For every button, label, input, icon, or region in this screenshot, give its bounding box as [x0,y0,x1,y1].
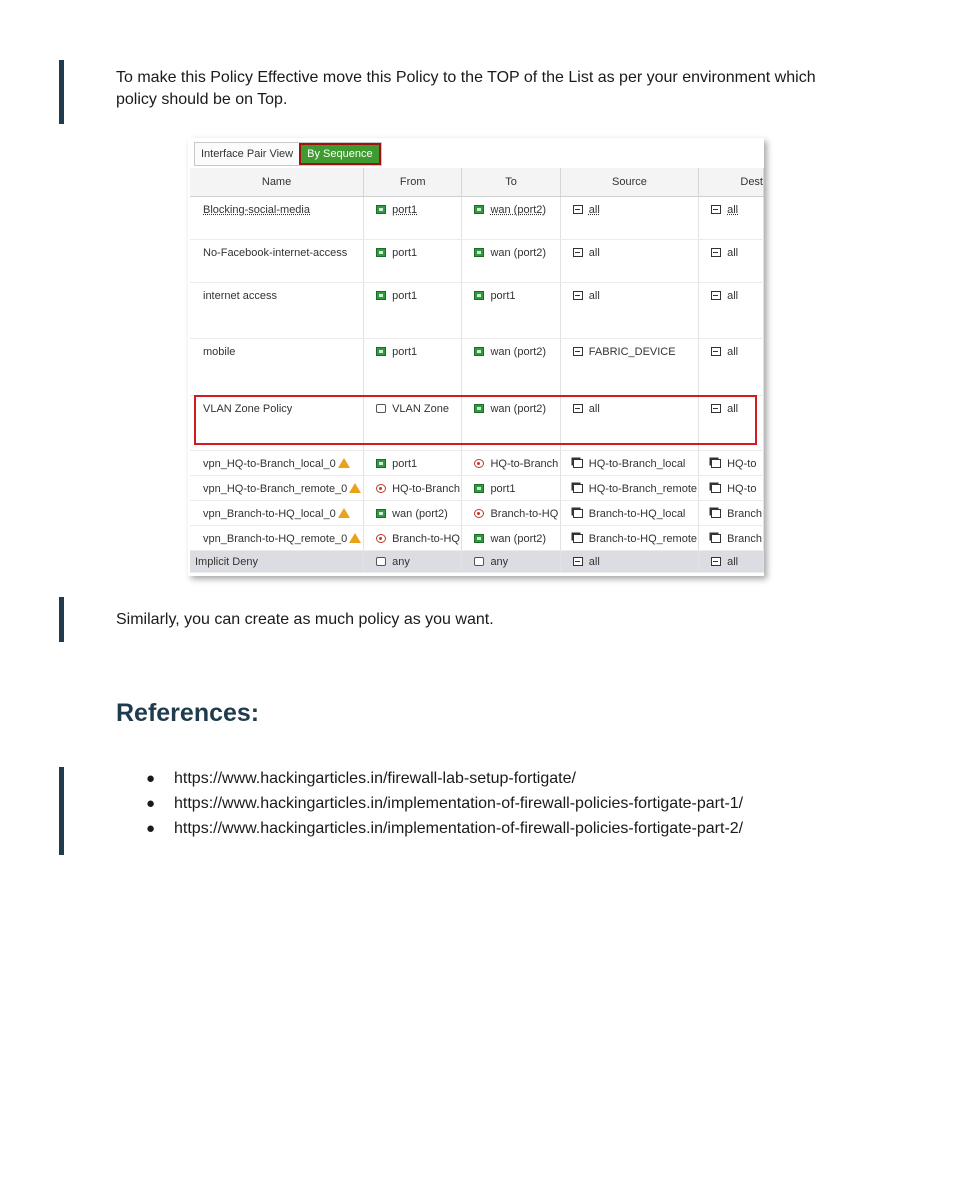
policy-name-text: vpn_HQ-to-Branch_remote_0 [203,483,348,495]
dest-cell [699,396,764,451]
dest-cell-text: Branch [727,533,762,545]
port-icon [474,484,484,493]
address-icon [573,248,583,257]
from-cell [364,501,462,526]
policy-list-screenshot [188,138,764,576]
policy-row[interactable] [190,283,764,339]
address-group-icon [573,484,583,493]
dest-cell-text: all [727,403,739,415]
warning-icon [349,483,361,493]
tunnel-icon [474,509,484,518]
dest-cell [699,476,764,501]
tunnel-icon [376,534,386,543]
address-icon [711,291,721,300]
to-cell-text: wan (port2) [490,247,547,259]
policy-row[interactable] [190,476,764,501]
from-cell-text: port1 [392,346,418,358]
to-cell-text: port1 [490,483,516,495]
to-cell-text: wan (port2) [490,204,547,216]
dest-cell-text: all [727,204,739,216]
tunnel-icon [474,459,484,468]
dest-cell-text: Branch [727,508,762,520]
from-cell-text: port1 [392,204,418,216]
dest-cell [699,551,764,573]
policy-name-text: mobile [203,346,236,358]
column-header-from[interactable]: From [364,168,462,197]
tunnel-icon [376,484,386,493]
dest-cell-text: all [727,556,739,568]
source-cell [560,501,698,526]
dest-cell-text: HQ-to [727,458,757,470]
port-icon [474,404,484,413]
policy-name [190,197,364,240]
dest-cell-text: all [727,290,739,302]
from-cell-text: port1 [392,290,418,302]
dest-cell [699,451,764,476]
dest-cell [699,339,764,396]
to-cell-text: wan (port2) [490,403,547,415]
source-cell [560,526,698,551]
policy-name [190,240,364,283]
column-header-name[interactable]: Name [190,168,364,197]
from-cell [364,197,462,240]
zone-icon [376,404,386,413]
policy-table-header [190,168,764,197]
policy-row[interactable] [190,526,764,551]
policy-name [190,501,364,526]
policy-row[interactable] [190,197,764,240]
to-cell [462,240,560,283]
to-cell [462,339,560,396]
dest-cell [699,526,764,551]
to-cell-text: port1 [490,290,516,302]
dest-cell [699,283,764,339]
quote-bar [59,597,64,642]
policy-name [190,283,364,339]
source-cell-text: all [588,290,600,302]
from-cell-text: port1 [392,247,418,259]
from-cell [364,526,462,551]
source-cell-text: Branch-to-HQ_remote [588,533,697,545]
dest-cell-text: all [727,346,739,358]
references-heading: References: [116,699,260,727]
policy-name-text: No-Facebook-internet-access [203,247,348,259]
from-cell-text: port1 [392,458,418,470]
source-cell-text: all [588,403,600,415]
policy-name-text: vpn_Branch-to-HQ_remote_0 [203,533,348,545]
port-icon [376,205,386,214]
warning-icon [338,508,350,518]
address-icon [711,248,721,257]
column-header-dest[interactable]: Dest [699,168,764,197]
from-cell-text: HQ-to-Branch [392,483,460,495]
source-cell-text: all [588,247,600,259]
to-cell-text: wan (port2) [490,346,547,358]
policy-name [190,339,364,396]
from-cell [364,396,462,451]
address-icon [573,291,583,300]
policy-name-text: vpn_Branch-to-HQ_local_0 [203,508,336,520]
port-icon [376,509,386,518]
reference-item [146,793,743,818]
policy-name-text: Implicit Deny [195,556,258,568]
from-cell [364,240,462,283]
policy-name [190,396,364,451]
interface-pair-view-button[interactable]: Interface Pair View [195,143,299,165]
address-icon [711,557,721,566]
reference-item [146,768,743,793]
reference-link[interactable]: https://www.hackingarticles.in/implementation-of-firewall-policies-fortigate-part-2/ [174,820,744,837]
references-list [146,768,743,843]
from-cell-text: VLAN Zone [392,403,449,415]
policy-name [190,451,364,476]
policy-name-text: internet access [203,290,277,302]
quote-bar [59,767,64,855]
from-cell [364,451,462,476]
dest-cell-text: all [727,247,739,259]
to-cell [462,501,560,526]
address-group-icon [573,534,583,543]
port-icon [474,347,484,356]
source-cell-text: HQ-to-Branch_local [588,458,686,470]
address-group-icon [573,509,583,518]
address-icon [711,205,721,214]
implicit-deny-row[interactable] [190,551,764,573]
from-cell-text: any [392,556,410,568]
bullet-icon: ● [146,820,156,837]
to-cell [462,451,560,476]
source-cell-text: all [588,556,600,568]
address-icon [711,404,721,413]
dest-cell [699,240,764,283]
reference-link[interactable]: https://www.hackingarticles.in/firewall-lab-setup-fortigate/ [174,770,576,787]
address-icon [711,347,721,356]
policy-name-text: Blocking-social-media [203,204,310,216]
column-header-to[interactable]: To [462,168,560,197]
source-cell [560,197,698,240]
reference-item [146,818,743,843]
policy-name [190,551,364,573]
to-cell-text: any [490,556,509,568]
to-cell [462,476,560,501]
to-cell [462,197,560,240]
bullet-icon: ● [146,795,156,812]
zone-icon [474,557,484,566]
zone-icon [376,557,386,566]
policy-name [190,526,364,551]
dest-cell [699,197,764,240]
warning-icon [349,533,361,543]
policy-name-text: VLAN Zone Policy [203,403,293,415]
source-cell [560,240,698,283]
address-group-icon [711,484,721,493]
from-cell-text: Branch-to-HQ [392,533,460,545]
source-cell-text: Branch-to-HQ_local [588,508,686,520]
port-icon [376,291,386,300]
port-icon [376,248,386,257]
to-cell [462,526,560,551]
from-cell-text: wan (port2) [392,508,448,520]
to-cell-text: HQ-to-Branch [490,458,559,470]
policy-row[interactable] [190,240,764,283]
to-cell [462,396,560,451]
source-cell [560,451,698,476]
policy-name-text: vpn_HQ-to-Branch_local_0 [203,458,336,470]
policy-row[interactable] [190,451,764,476]
address-icon [573,347,583,356]
warning-icon [338,458,350,468]
address-icon [573,404,583,413]
dest-cell [699,501,764,526]
quote-bar [59,60,64,124]
similarly-paragraph: Similarly, you can create as much policy as you want. [116,611,494,628]
to-cell [462,283,560,339]
intro-paragraph: To make this Policy Effective move this Policy to the TOP of the List as per your environment which policy should be on Top. [116,69,816,108]
policy-row[interactable] [190,339,764,396]
policy-row[interactable] [190,396,764,451]
source-cell-text: all [588,204,600,216]
port-icon [474,205,484,214]
port-icon [376,459,386,468]
reference-link[interactable]: https://www.hackingarticles.in/implementation-of-firewall-policies-fortigate-part-1/ [174,795,744,812]
by-sequence-button[interactable]: By Sequence [299,143,380,165]
source-cell-text: HQ-to-Branch_remote [588,483,697,495]
from-cell [364,283,462,339]
address-group-icon [711,534,721,543]
source-cell [560,551,698,573]
policy-name [190,476,364,501]
bullet-icon: ● [146,770,156,787]
to-cell [462,551,560,573]
policy-table-body [190,197,764,573]
dest-cell-text: HQ-to [727,483,757,495]
to-cell-text: Branch-to-HQ [490,508,559,520]
source-cell [560,283,698,339]
port-icon [474,291,484,300]
source-cell [560,396,698,451]
policy-table [190,168,764,573]
policy-row[interactable] [190,501,764,526]
column-header-source[interactable]: Source [560,168,698,197]
source-cell [560,476,698,501]
address-group-icon [573,459,583,468]
address-icon [573,205,583,214]
address-group-icon [711,509,721,518]
source-cell-text: FABRIC_DEVICE [588,346,676,358]
address-group-icon [711,459,721,468]
source-cell [560,339,698,396]
address-icon [573,557,583,566]
from-cell [364,551,462,573]
from-cell [364,476,462,501]
port-icon [474,534,484,543]
port-icon [474,248,484,257]
from-cell [364,339,462,396]
view-toggle [194,142,382,166]
to-cell-text: wan (port2) [490,533,547,545]
port-icon [376,347,386,356]
